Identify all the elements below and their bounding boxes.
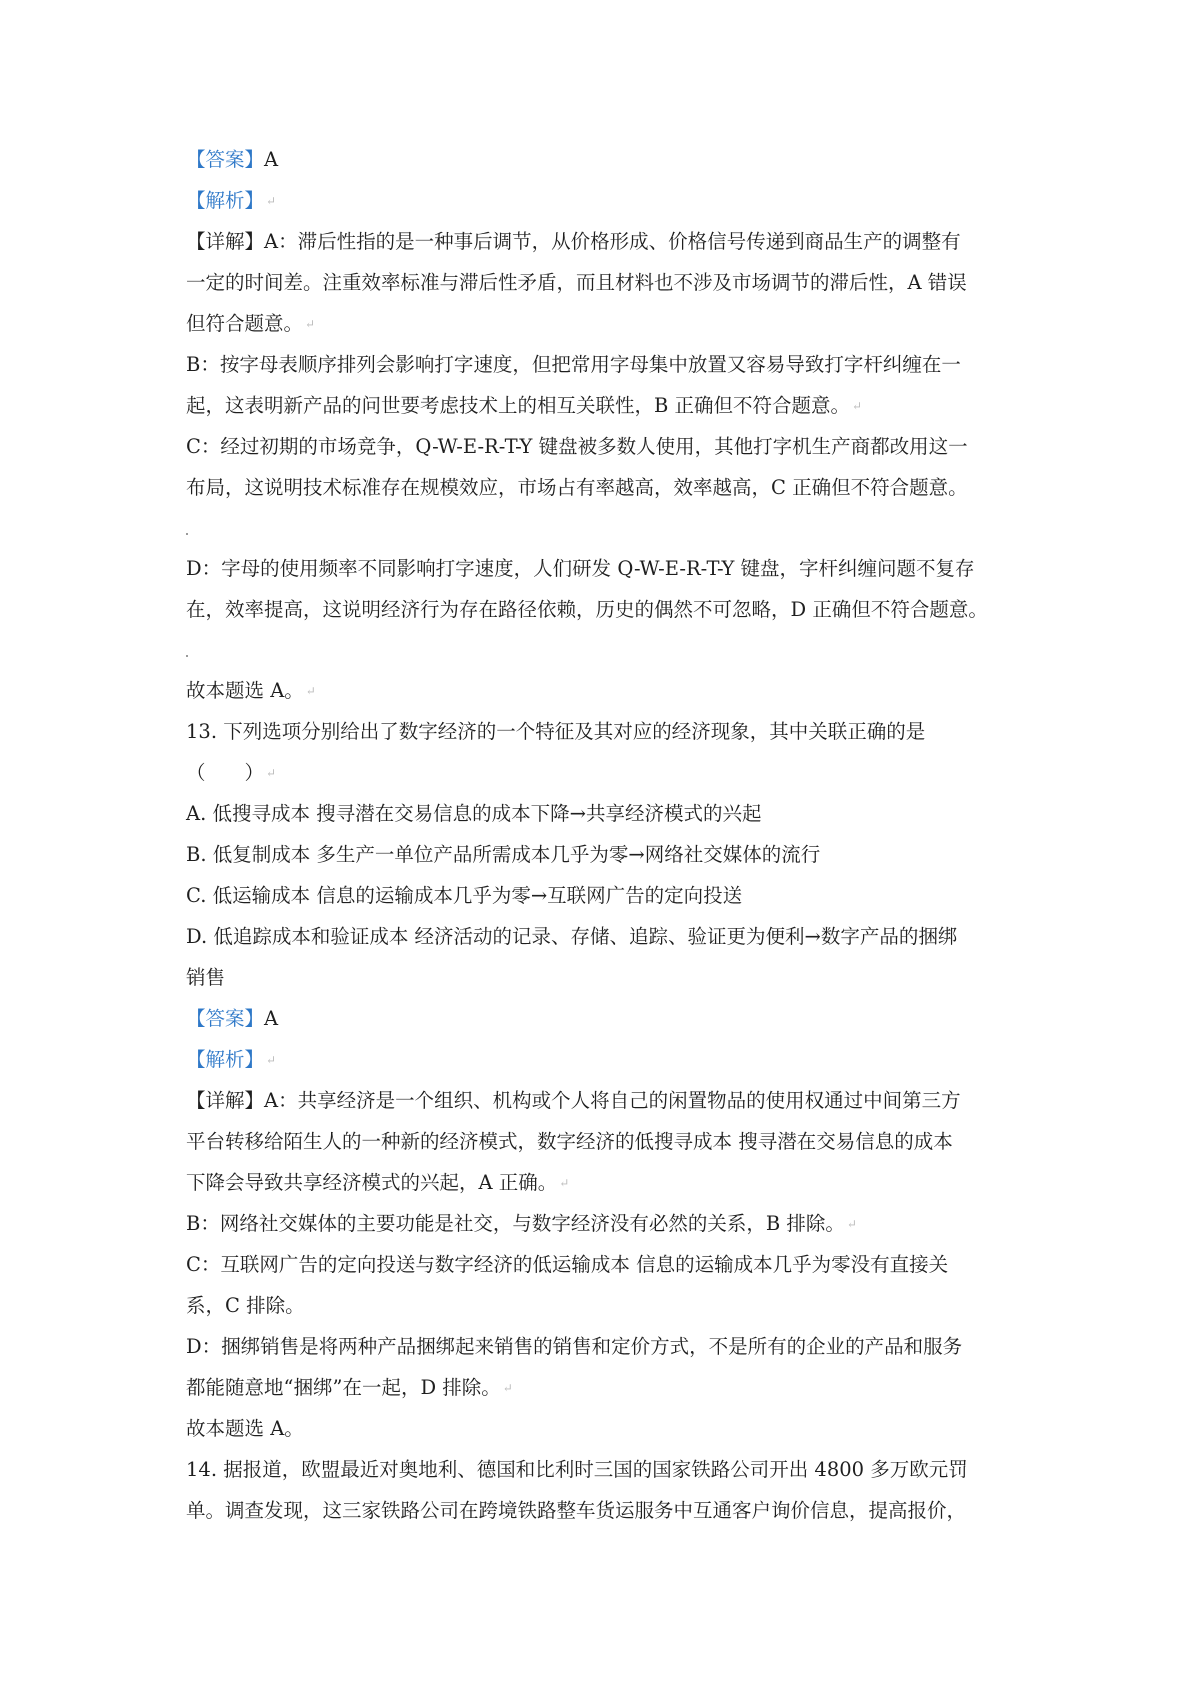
detail-text: 但符合题意。: [186, 312, 304, 335]
q13-option-c: C. 低运输成本 信息的运输成本几乎为零→互联网广告的定向投送: [186, 884, 743, 907]
q13-detail-line-2: 平台转移给陌生人的一种新的经济模式，数字经济的低搜寻成本 搜寻潜在交易信息的成本: [186, 1130, 953, 1153]
q12-d-line-2: 在，效率提高，这说明经济行为存在路径依赖，历史的偶然不可忽略，D 正确但不符合题意。: [186, 598, 988, 621]
detail-text: A：共享经济是一个组织、机构或个人将自己的闲置物品的使用权通过中间第三方: [264, 1089, 961, 1112]
d-text: 都能随意地“捆绑”在一起，D 排除。: [186, 1376, 501, 1399]
q13-option-b: B. 低复制成本 多生产一单位产品所需成本几乎为零→网络社交媒体的流行: [186, 843, 821, 866]
q13-detail-line-3: [186, 1170, 569, 1196]
detail-text: A：滞后性指的是一种事后调节，从价格形成、价格信号传递到商品生产的调整有: [264, 230, 961, 253]
q13-answer-line: [186, 1006, 278, 1032]
q13-stem-line-2: [186, 760, 276, 786]
paragraph-mark-icon: ↵: [266, 766, 277, 780]
analysis-tag: 【解析】: [186, 1048, 265, 1071]
detail-tag: 【详解】: [186, 230, 265, 253]
q12-b-line-2: [186, 393, 862, 419]
answer-value: A: [264, 1007, 279, 1030]
q12-detail-line-1: [186, 229, 961, 255]
paragraph-mark-icon: ↵: [852, 399, 863, 413]
q12-b-line-1: B：按字母表顺序排列会影响打字速度，但把常用字母集中放置又容易导致打字杆纠缠在一: [186, 353, 961, 376]
q13-d-line-2: [186, 1375, 513, 1401]
answer-value: A: [264, 148, 279, 171]
q13-option-a: A. 低搜寻成本 搜寻潜在交易信息的成本下降→共享经济模式的兴起: [186, 802, 762, 825]
paragraph-mark-icon: ↵: [502, 1381, 513, 1395]
answer-tag: 【答案】: [186, 148, 265, 171]
q12-c-line-2: 布局，这说明技术标准存在规模效应，市场占有率越高，效率越高，C 正确但不符合题意。: [186, 476, 968, 499]
analysis-tag: 【解析】: [186, 189, 265, 212]
q14-stem-line-1: 14. 据报道，欧盟最近对奥地利、德国和比利时三国的国家铁路公司开出 4800 多万欧元罚: [186, 1458, 968, 1481]
q13-analysis-line: [186, 1047, 276, 1073]
q12-conclusion: [186, 678, 316, 704]
b-text: 起，这表明新产品的问世要考虑技术上的相互关联性，B 正确但不符合题意。: [186, 394, 851, 417]
paragraph-mark-icon: ↵: [305, 317, 316, 331]
q12-detail-line-2: 一定的时间差。注重效率标准与滞后性矛盾，而且材料也不涉及市场调节的滞后性，A 错误: [186, 271, 967, 294]
detail-tag: 【详解】: [186, 1089, 265, 1112]
empty-paragraph-mark: [186, 533, 188, 535]
q13-detail-line-1: [186, 1088, 961, 1114]
paragraph-mark-icon: ↵: [559, 1176, 570, 1190]
q13-stem-line-1: 13. 下列选项分别给出了数字经济的一个特征及其对应的经济现象，其中关联正确的是: [186, 720, 926, 743]
q12-d-line-1: D：字母的使用频率不同影响打字速度，人们研发 Q-W-E-R-T-Y 键盘，字杆纠缠问题不复存: [186, 557, 975, 580]
b-text: B：网络社交媒体的主要功能是社交，与数字经济没有必然的关系，B 排除。: [186, 1212, 845, 1235]
q12-answer-line: [186, 147, 278, 173]
q13-c-line-1: C：互联网广告的定向投送与数字经济的低运输成本 信息的运输成本几乎为零没有直接关: [186, 1253, 949, 1276]
paragraph-mark-icon: ↵: [846, 1217, 857, 1231]
q13-conclusion: 故本题选 A。: [186, 1417, 304, 1440]
detail-text: 下降会导致共享经济模式的兴起，A 正确。: [186, 1171, 558, 1194]
paragraph-mark-icon: ↵: [266, 194, 277, 208]
q13-d-line-1: D：捆绑销售是将两种产品捆绑起来销售的销售和定价方式，不是所有的企业的产品和服务: [186, 1335, 963, 1358]
q13-c-line-2: 系，C 排除。: [186, 1294, 305, 1317]
q14-stem-line-2: 单。调查发现，这三家铁路公司在跨境铁路整车货运服务中互通客户询价信息，提高报价，: [186, 1499, 967, 1522]
paragraph-mark-icon: ↵: [305, 684, 316, 698]
paragraph-mark-icon: ↵: [266, 1053, 277, 1067]
stem-text: （ ）: [186, 761, 265, 784]
answer-tag: 【答案】: [186, 1007, 265, 1030]
q13-option-d-line-2: 销售: [186, 966, 226, 989]
q13-b-line-1: [186, 1211, 857, 1237]
q12-detail-line-3: [186, 311, 315, 337]
conclusion-text: 故本题选 A。: [186, 679, 304, 702]
empty-paragraph-mark: [186, 655, 188, 657]
q12-analysis-line: [186, 188, 276, 214]
q13-option-d-line-1: D. 低追踪成本和验证成本 经济活动的记录、存储、追踪、验证更为便利→数字产品的捆绑: [186, 925, 958, 948]
q12-c-line-1: C：经过初期的市场竞争，Q-W-E-R-T-Y 键盘被多数人使用，其他打字机生产商都改用这一: [186, 435, 968, 458]
